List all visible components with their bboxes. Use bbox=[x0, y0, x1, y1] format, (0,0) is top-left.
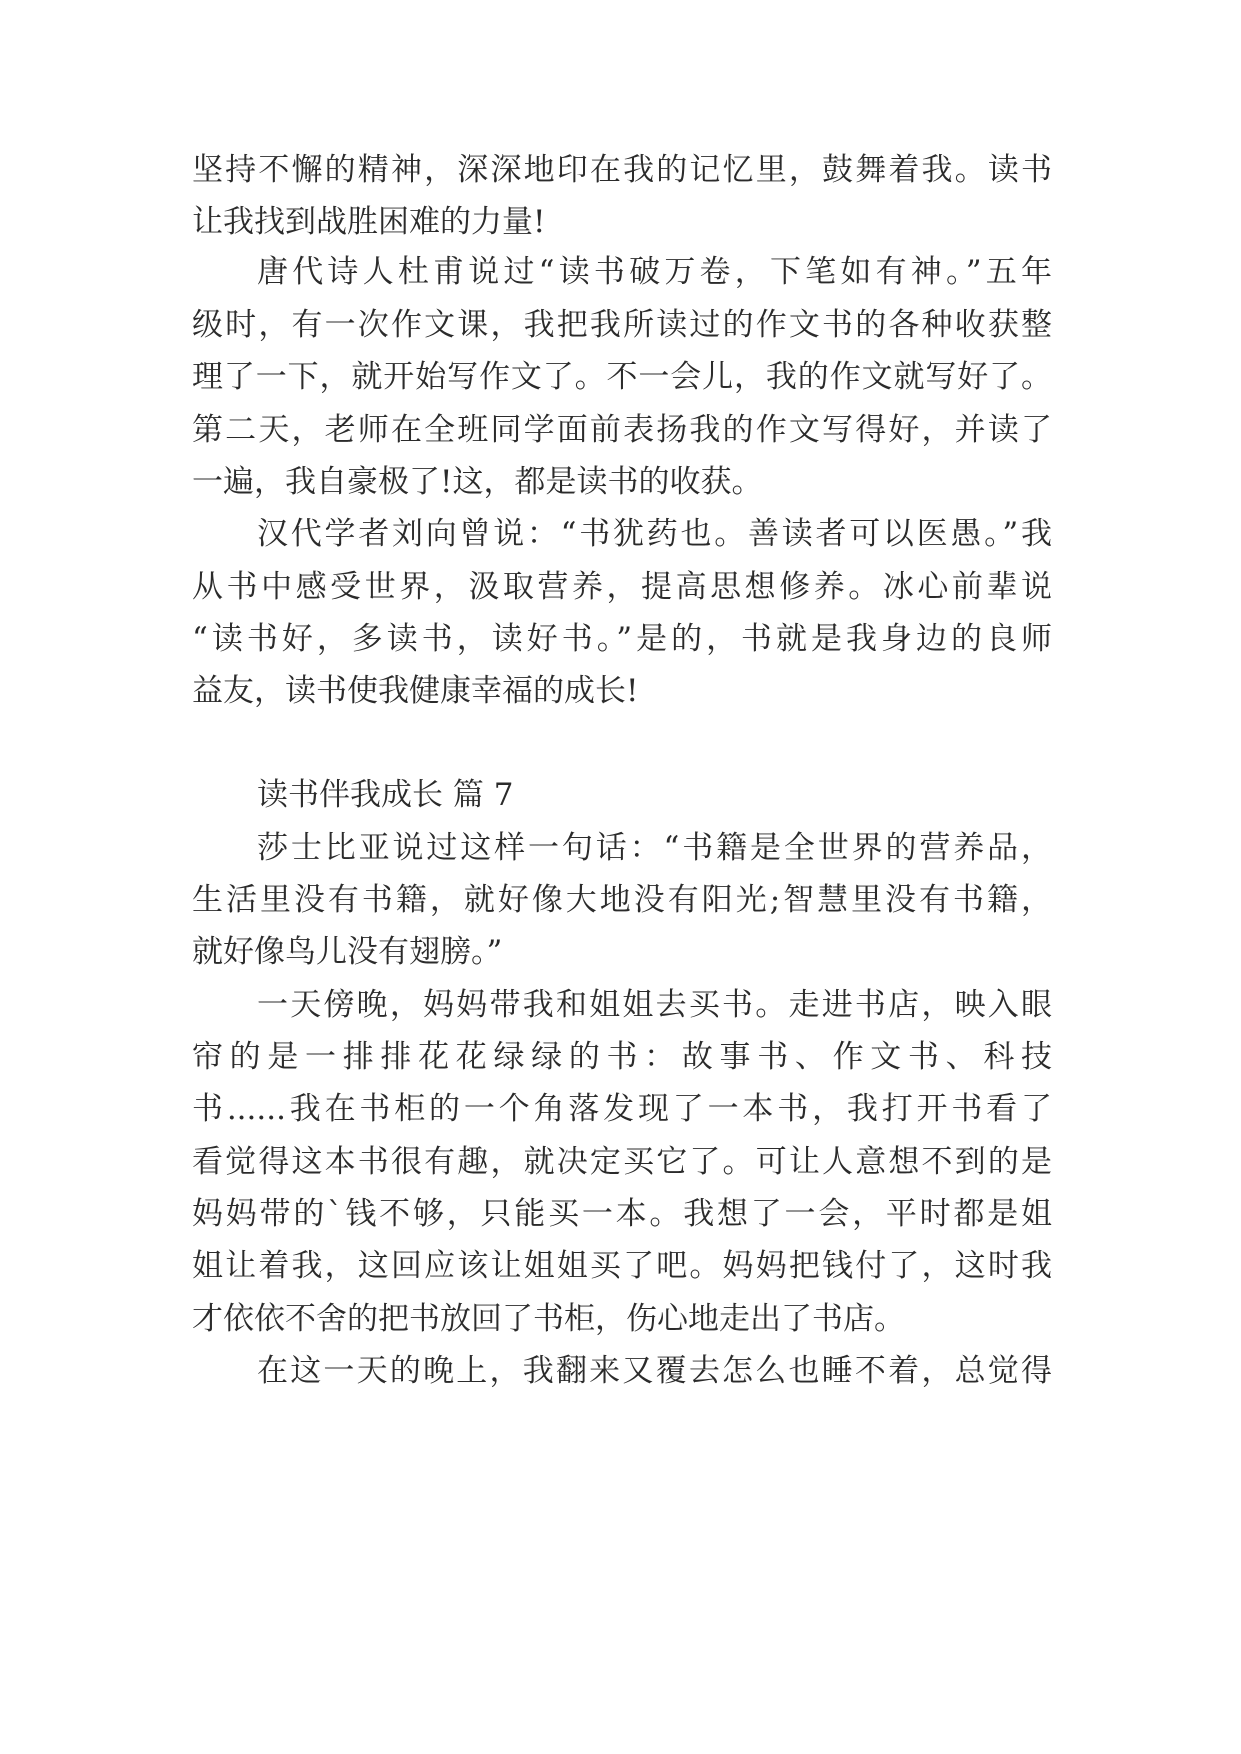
text-line: 就好像鸟儿没有翅膀。” bbox=[192, 934, 503, 970]
text-line: 一遍，我自豪极了!这，都是读书的收获。 bbox=[192, 464, 763, 500]
paragraph-first-line: 一天傍晚，妈妈带我和姐姐去买书。走进书店，映入眼 bbox=[257, 987, 1052, 1023]
text-line: 帘的是一排排花花绿绿的书：故事书、作文书、科技 bbox=[192, 1039, 1052, 1075]
text-line: 书......我在书柜的一个角落发现了一本书，我打开书看了 bbox=[192, 1091, 1052, 1127]
text-line: 让我找到战胜困难的力量! bbox=[192, 204, 546, 240]
paragraph-first-line: 唐代诗人杜甫说过“读书破万卷，下笔如有神。”五年 bbox=[257, 254, 1052, 290]
text-line: 坚持不懈的精神，深深地印在我的记忆里，鼓舞着我。读书 bbox=[192, 152, 1052, 188]
text-line: 级时，有一次作文课，我把我所读过的作文书的各种收获整 bbox=[192, 307, 1052, 343]
text-line: 生活里没有书籍，就好像大地没有阳光;智慧里没有书籍， bbox=[192, 882, 1052, 918]
section-heading: 读书伴我成长 篇 7 bbox=[257, 777, 514, 813]
text-line: 看觉得这本书很有趣，就决定买它了。可让人意想不到的是 bbox=[192, 1144, 1052, 1180]
paragraph-first-line: 汉代学者刘向曾说：“书犹药也。善读者可以医愚。”我 bbox=[257, 516, 1052, 552]
text-line: 姐让着我，这回应该让姐姐买了吧。妈妈把钱付了，这时我 bbox=[192, 1248, 1052, 1284]
text-line: “读书好，多读书，读好书。”是的，书就是我身边的良师 bbox=[192, 621, 1052, 657]
text-line: 理了一下，就开始写作文了。不一会儿，我的作文就写好了。 bbox=[192, 359, 1052, 395]
paragraph-first-line: 莎士比亚说过这样一句话：“书籍是全世界的营养品， bbox=[257, 830, 1052, 866]
text-line: 妈妈带的`钱不够，只能买一本。我想了一会，平时都是姐 bbox=[192, 1196, 1052, 1232]
text-line: 才依依不舍的把书放回了书柜，伤心地走出了书店。 bbox=[192, 1301, 905, 1337]
text-line: 益友，读书使我健康幸福的成长! bbox=[192, 673, 639, 709]
paragraph-first-line: 在这一天的晚上，我翻来又覆去怎么也睡不着，总觉得 bbox=[257, 1353, 1052, 1389]
text-line: 第二天，老师在全班同学面前表扬我的作文写得好，并读了 bbox=[192, 412, 1052, 448]
text-line: 从书中感受世界，汲取营养，提高思想修养。冰心前辈说 bbox=[192, 569, 1052, 605]
